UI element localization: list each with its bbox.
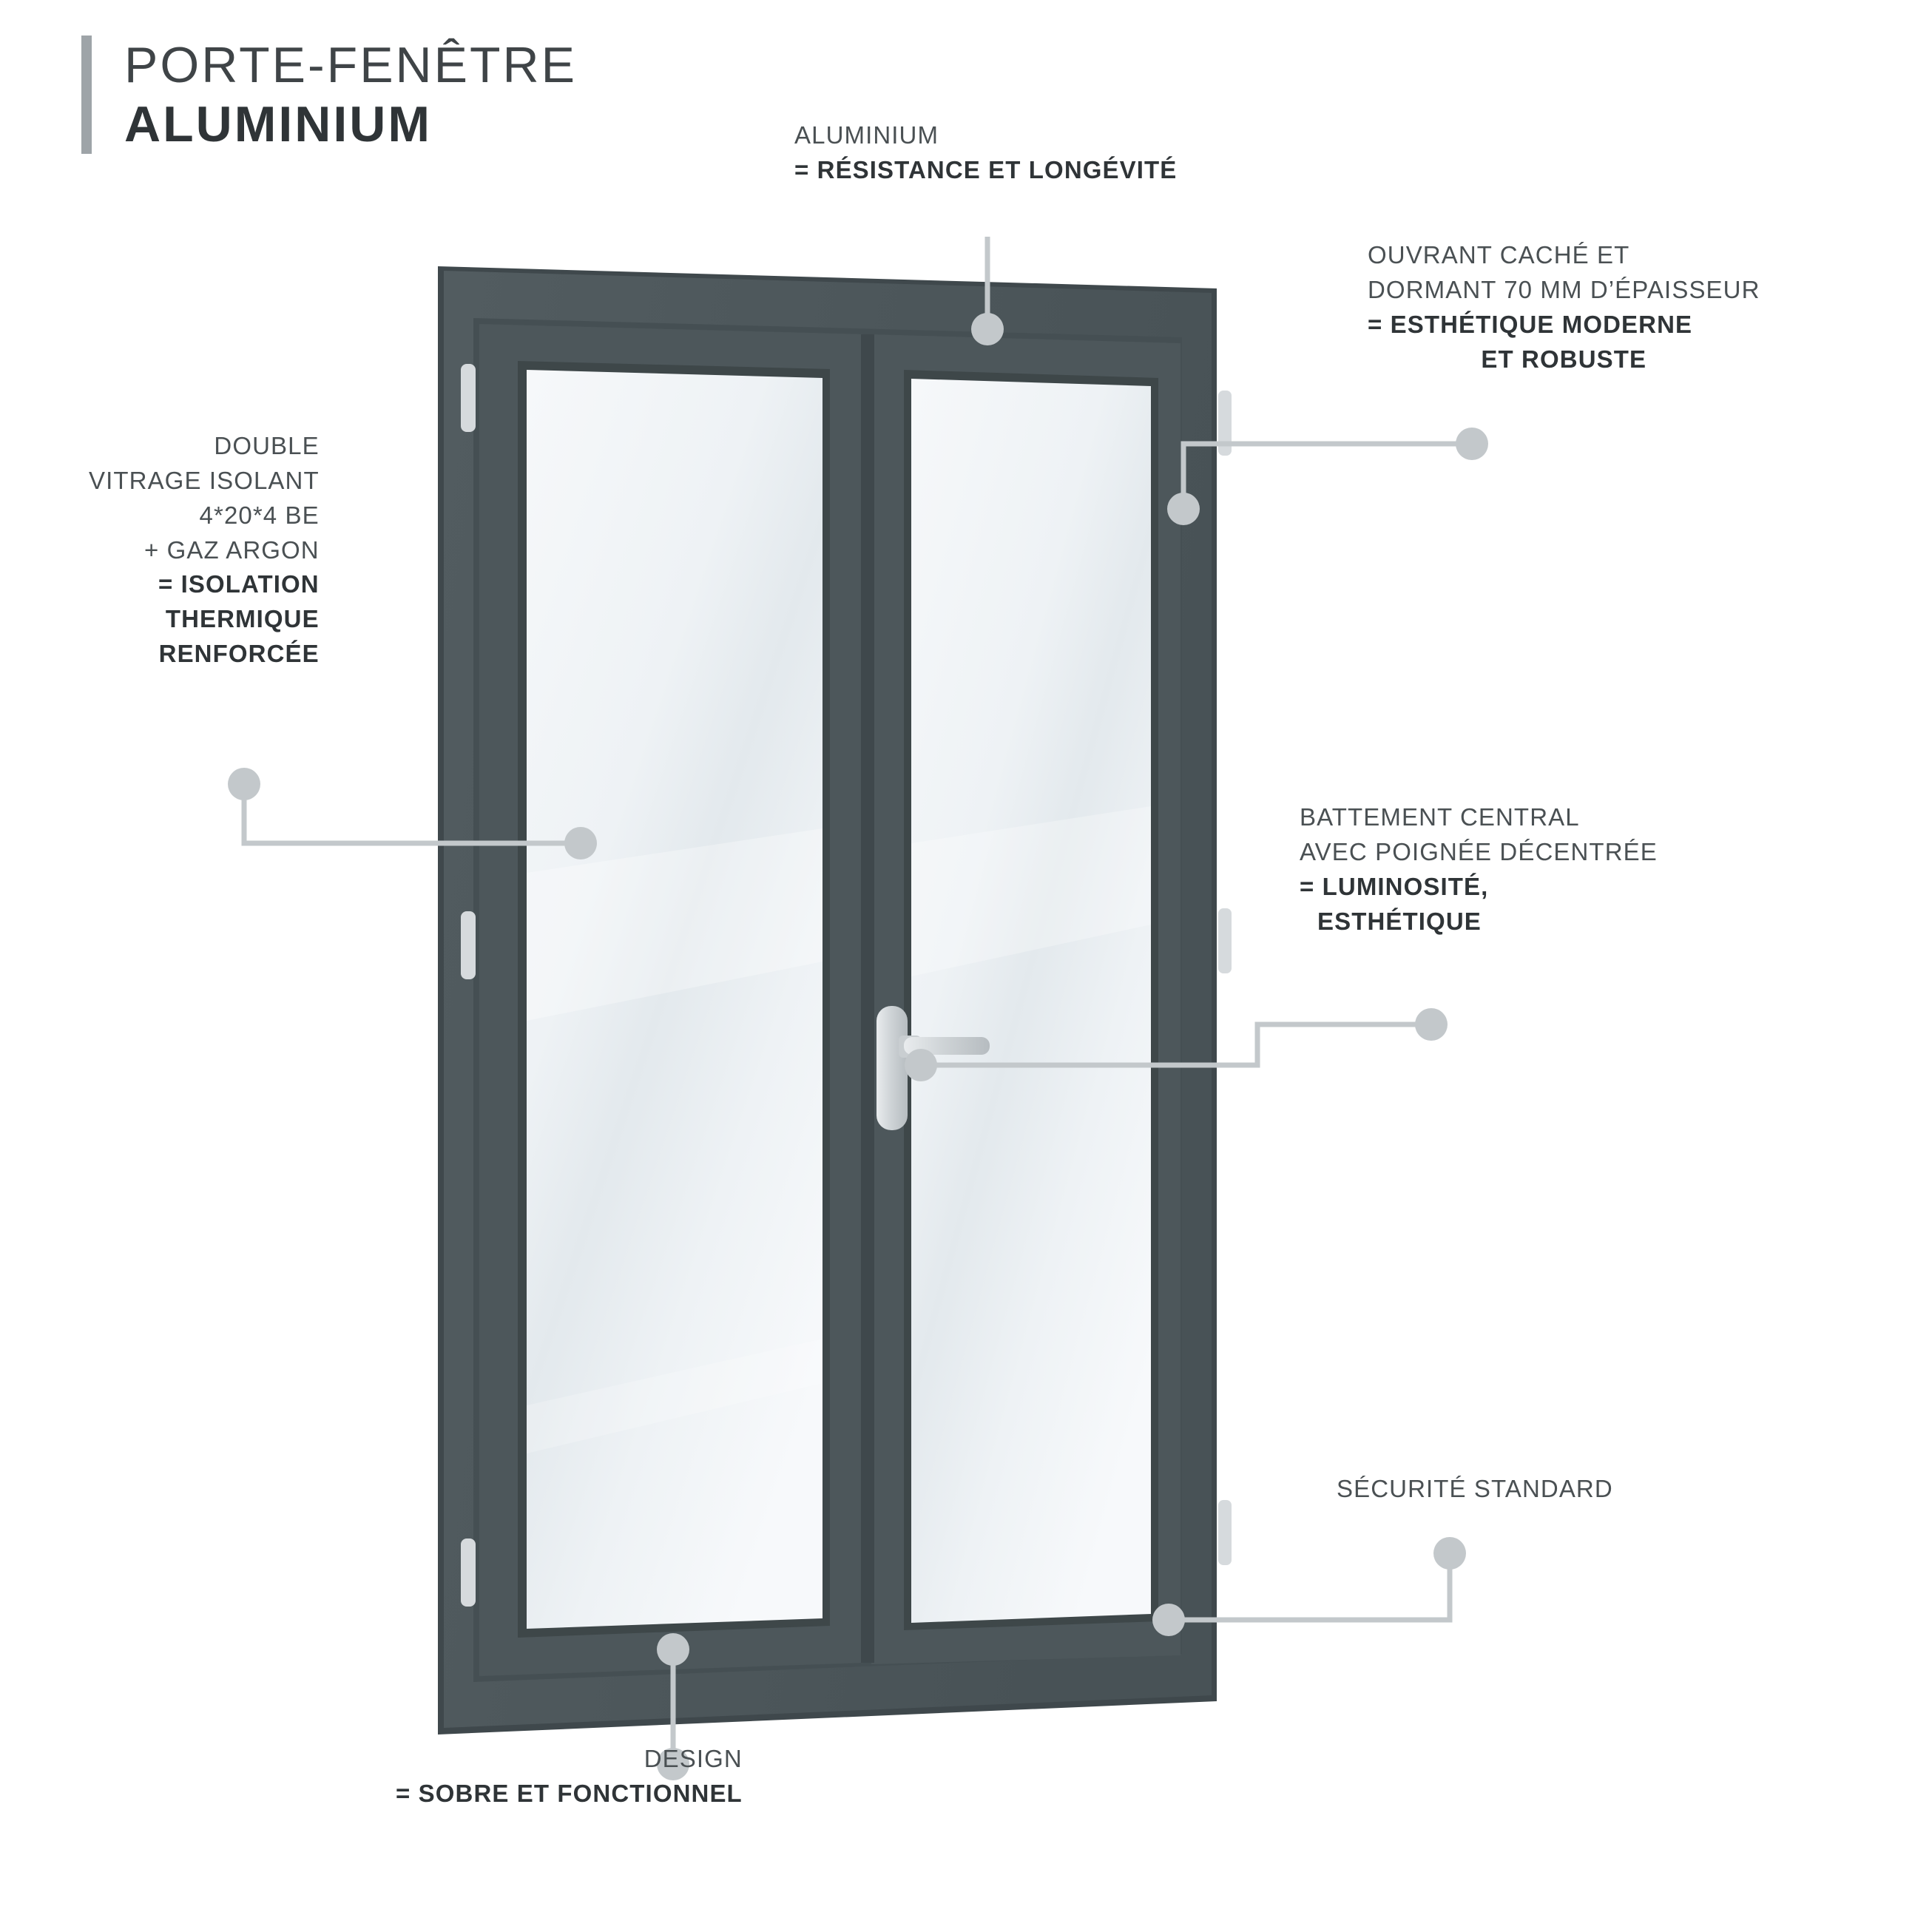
callout-battement-central-text xyxy=(1300,800,1658,939)
callout-line: THERMIQUE xyxy=(165,605,320,633)
callout-line: AVEC POIGNÉE DÉCENTRÉE xyxy=(1300,837,1658,865)
callout-line: = LUMINOSITÉ, xyxy=(1300,872,1489,900)
leader-dot-design xyxy=(657,1633,689,1666)
leader-dot-vitrage xyxy=(228,768,260,800)
callout-line: RENFORCÉE xyxy=(158,640,320,668)
callout-line: = RÉSISTANCE ET LONGÉVITÉ xyxy=(794,155,1178,183)
callout-line: ESTHÉTIQUE xyxy=(1317,907,1482,935)
leader-dot-ouvrant-end xyxy=(1167,493,1200,525)
callout-battement-central xyxy=(1271,800,1658,978)
callout-securite-standard xyxy=(1308,1472,1613,1531)
leader-dot-vitrage-end xyxy=(564,827,597,859)
callout-line: BATTEMENT CENTRAL xyxy=(1300,803,1580,831)
callout-line: + GAZ ARGON xyxy=(143,536,320,564)
page-title-line-1: PORTE-FENÊTRE xyxy=(124,37,578,93)
callout-design-text xyxy=(396,1742,743,1811)
callout-line: ALUMINIUM xyxy=(794,121,939,149)
callout-line: = ISOLATION xyxy=(158,570,320,598)
callout-aluminium xyxy=(766,118,1177,204)
leader-dot-ouvrant xyxy=(1456,428,1488,460)
leader-dot-aluminium xyxy=(971,313,1004,345)
leader-dot-battement xyxy=(1415,1008,1448,1041)
leader-dot-battement-end xyxy=(905,1049,937,1081)
callout-line: DESIGN xyxy=(644,1745,743,1772)
leader-dot-securite xyxy=(1433,1537,1466,1570)
callout-ouvrant-cache xyxy=(1339,238,1760,408)
callout-line: OUVRANT CACHÉ ET xyxy=(1368,241,1630,268)
callout-line: 4*20*4 BE xyxy=(199,501,320,529)
callout-securite-standard-text xyxy=(1337,1472,1613,1507)
callout-aluminium-text xyxy=(794,118,1177,188)
leader-dot-securite-end xyxy=(1152,1604,1185,1636)
callout-line: = SOBRE ET FONCTIONNEL xyxy=(396,1779,743,1807)
callout-line: SÉCURITÉ STANDARD xyxy=(1337,1475,1613,1502)
callout-double-vitrage xyxy=(89,429,348,738)
callout-line: DOUBLE xyxy=(214,432,320,459)
callout-ouvrant-cache-text xyxy=(1368,238,1760,376)
callout-line: = ESTHÉTIQUE MODERNE xyxy=(1368,310,1693,338)
callout-double-vitrage-text xyxy=(89,429,320,672)
callout-line: ET ROBUSTE xyxy=(1481,345,1647,373)
page-title-line-2: ALUMINIUM xyxy=(124,96,433,153)
callout-design xyxy=(396,1742,771,1831)
callout-line: DORMANT 70 MM D’ÉPAISSEUR xyxy=(1368,275,1760,303)
callout-line: VITRAGE ISOLANT xyxy=(89,466,320,494)
